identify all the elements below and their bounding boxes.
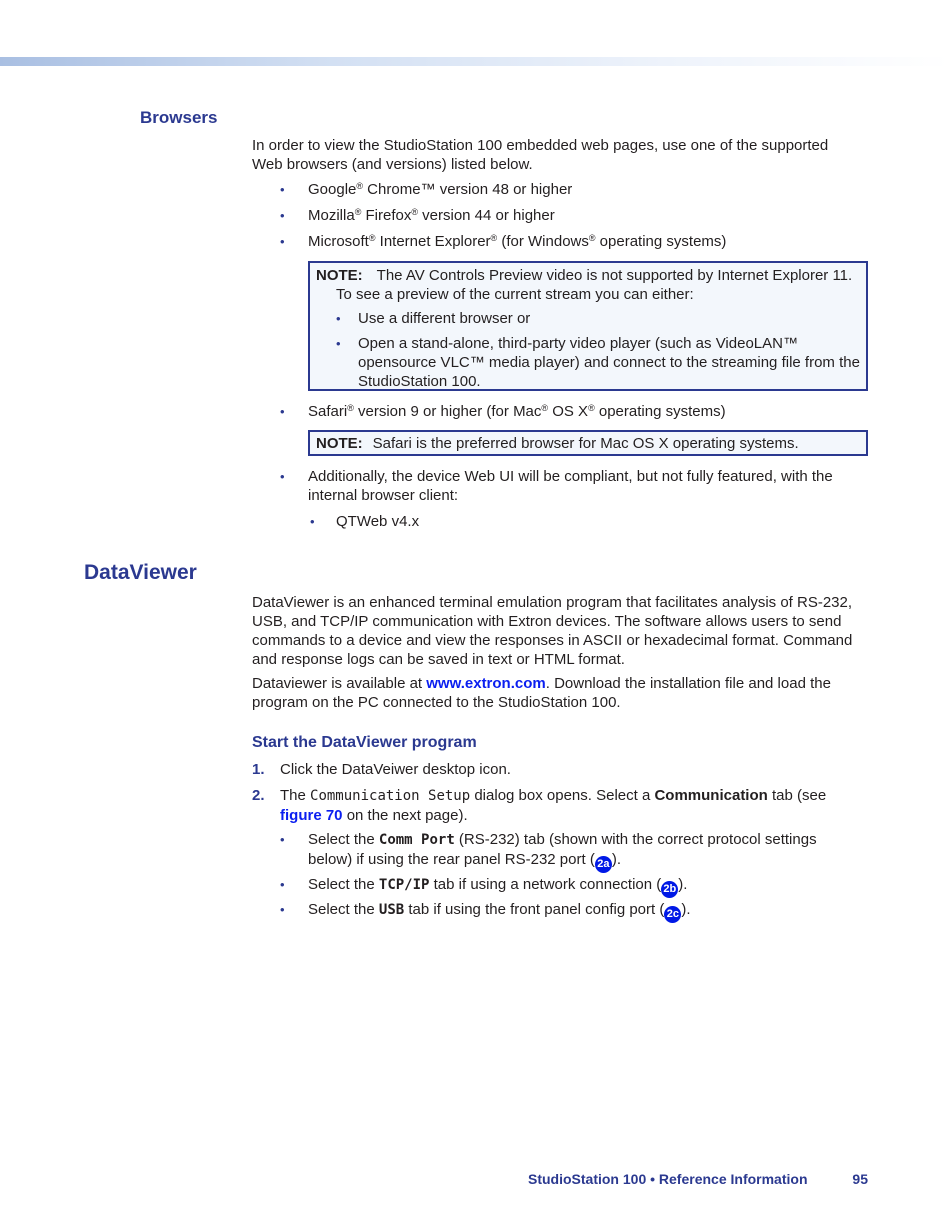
page-footer [528,1170,868,1189]
list-item-comm-port: • Select the Comm Port (RS-232) tab (shown with the correct protocol settings below) if using the rear panel RS-232 port ( 2a ). [280,830,888,873]
note-ie-line2: To see a preview of the current stream you can either: [336,286,694,303]
step-2: 2. The Communication Setup dialog box opens. Select a Communication tab (see figure 70 on the next page). [252,787,827,824]
note-ie-bullet-browser: • Use a different browser or [336,310,531,327]
bullet-icon: • [280,208,285,223]
figure-70-link[interactable]: figure 70 [280,807,343,824]
callout-2b-icon: 2b [661,881,678,898]
footer-title: StudioStation 100 • Reference Information [528,1171,808,1187]
browsers-heading: Browsers [140,108,218,127]
dataviewer-availability: Dataviewer is available at www.extron.com. Download the installation file and load the program on the PC connected to the StudioStation 100. [252,675,831,711]
note-ie-line1: NOTE: The AV Controls Preview video is not supported by Internet Explorer 11. [316,267,853,284]
browsers-intro: In order to view the StudioStation 100 embedded web pages, use one of the supported Web browsers (and versions) listed below. [252,137,829,173]
bullet-icon: • [310,514,315,529]
list-item-qtweb: • QTWeb v4.x [310,513,420,530]
bullet-icon: • [280,234,285,249]
page-number: 95 [852,1171,868,1187]
note-ie-bullet-player: • Open a stand-alone, third-party video player (such as VideoLAN™ opensource VLC™ media player) and connect to the streaming file from the StudioStation 100. [336,335,860,390]
dataviewer-heading: DataViewer [84,561,197,584]
callout-2c-icon: 2c [664,906,681,923]
list-item-usb: • Select the USB tab if using the front panel config port ( 2c ). [280,900,888,923]
bullet-icon: • [336,311,341,326]
step-1: 1. Click the DataVeiwer desktop icon. [252,761,511,778]
dataviewer-description: DataViewer is an enhanced terminal emulation program that facilitates analysis of RS-232, USB, and TCP/IP communication with Extron devices. The software allows users to send commands to a device and view the responses in ASCII or hexadecimal format. Command and response logs can be saved in text or HTML format. [252,594,853,668]
header-gradient-bar [0,57,950,66]
bullet-icon: • [280,902,285,917]
bullet-icon: • [280,404,285,419]
list-item-chrome: • Google® Chrome™ version 48 or higher [280,181,573,198]
note-safari [308,430,868,456]
list-item-firefox: • Mozilla® Firefox® version 44 or higher [280,207,555,224]
start-dataviewer-heading: Start the DataViewer program [252,734,477,751]
list-item-safari: • Safari® version 9 or higher (for Mac® OS X® operating systems) [280,403,726,420]
list-item-tcp-ip: • Select the TCP/IP tab if using a network connection ( 2b ). [280,875,888,898]
note-safari-text: NOTE: Safari is the preferred browser for Mac OS X operating systems. [316,435,799,452]
note-ie-preview [308,261,868,391]
callout-2a-icon: 2a [595,856,612,873]
bullet-icon: • [336,336,341,351]
bullet-icon: • [280,182,285,197]
extron-link[interactable]: www.extron.com [426,675,546,692]
bullet-icon: • [280,832,285,847]
list-item-additional: • Additionally, the device Web UI will be compliant, but not fully featured, with the internal browser client: [280,468,833,504]
bullet-icon: • [280,469,285,484]
bullet-icon: • [280,877,285,892]
list-item-internet-explorer: • Microsoft® Internet Explorer® (for Windows® operating systems) [280,233,727,250]
